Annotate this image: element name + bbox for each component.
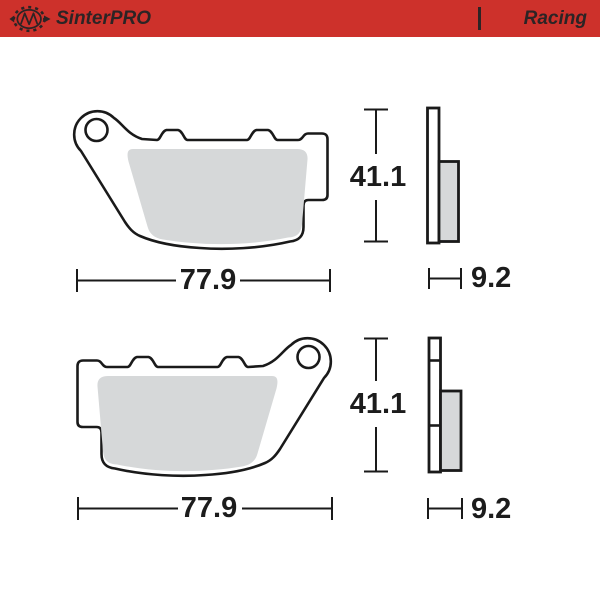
brake-pad-bottom-front-view <box>78 338 331 476</box>
thickness-dimension-line-top <box>429 268 461 289</box>
width-dimension-value-top: 77.9 <box>179 264 237 296</box>
header-banner <box>0 0 600 37</box>
width-dimension-value-bottom: 77.9 <box>180 492 238 524</box>
friction-material-side <box>439 162 459 242</box>
height-dimension-value-bottom: 41.1 <box>349 388 407 420</box>
thickness-dimension-line-bottom <box>428 498 462 519</box>
thickness-dimension-value-bottom: 9.2 <box>471 493 512 525</box>
brake-pad-top-side-view <box>428 108 459 243</box>
moto-master-logo-icon <box>9 4 51 34</box>
header-divider <box>478 7 481 30</box>
product-line-label: Racing <box>523 8 587 29</box>
thickness-dimension-value-top: 9.2 <box>471 262 512 294</box>
brand-title: SinterPRO <box>56 8 152 29</box>
height-dimension-value-top: 41.1 <box>349 161 407 193</box>
friction-material-side <box>441 391 462 471</box>
brake-pad-top-front-view <box>74 111 327 249</box>
brake-pad-bottom-side-view <box>429 338 461 472</box>
